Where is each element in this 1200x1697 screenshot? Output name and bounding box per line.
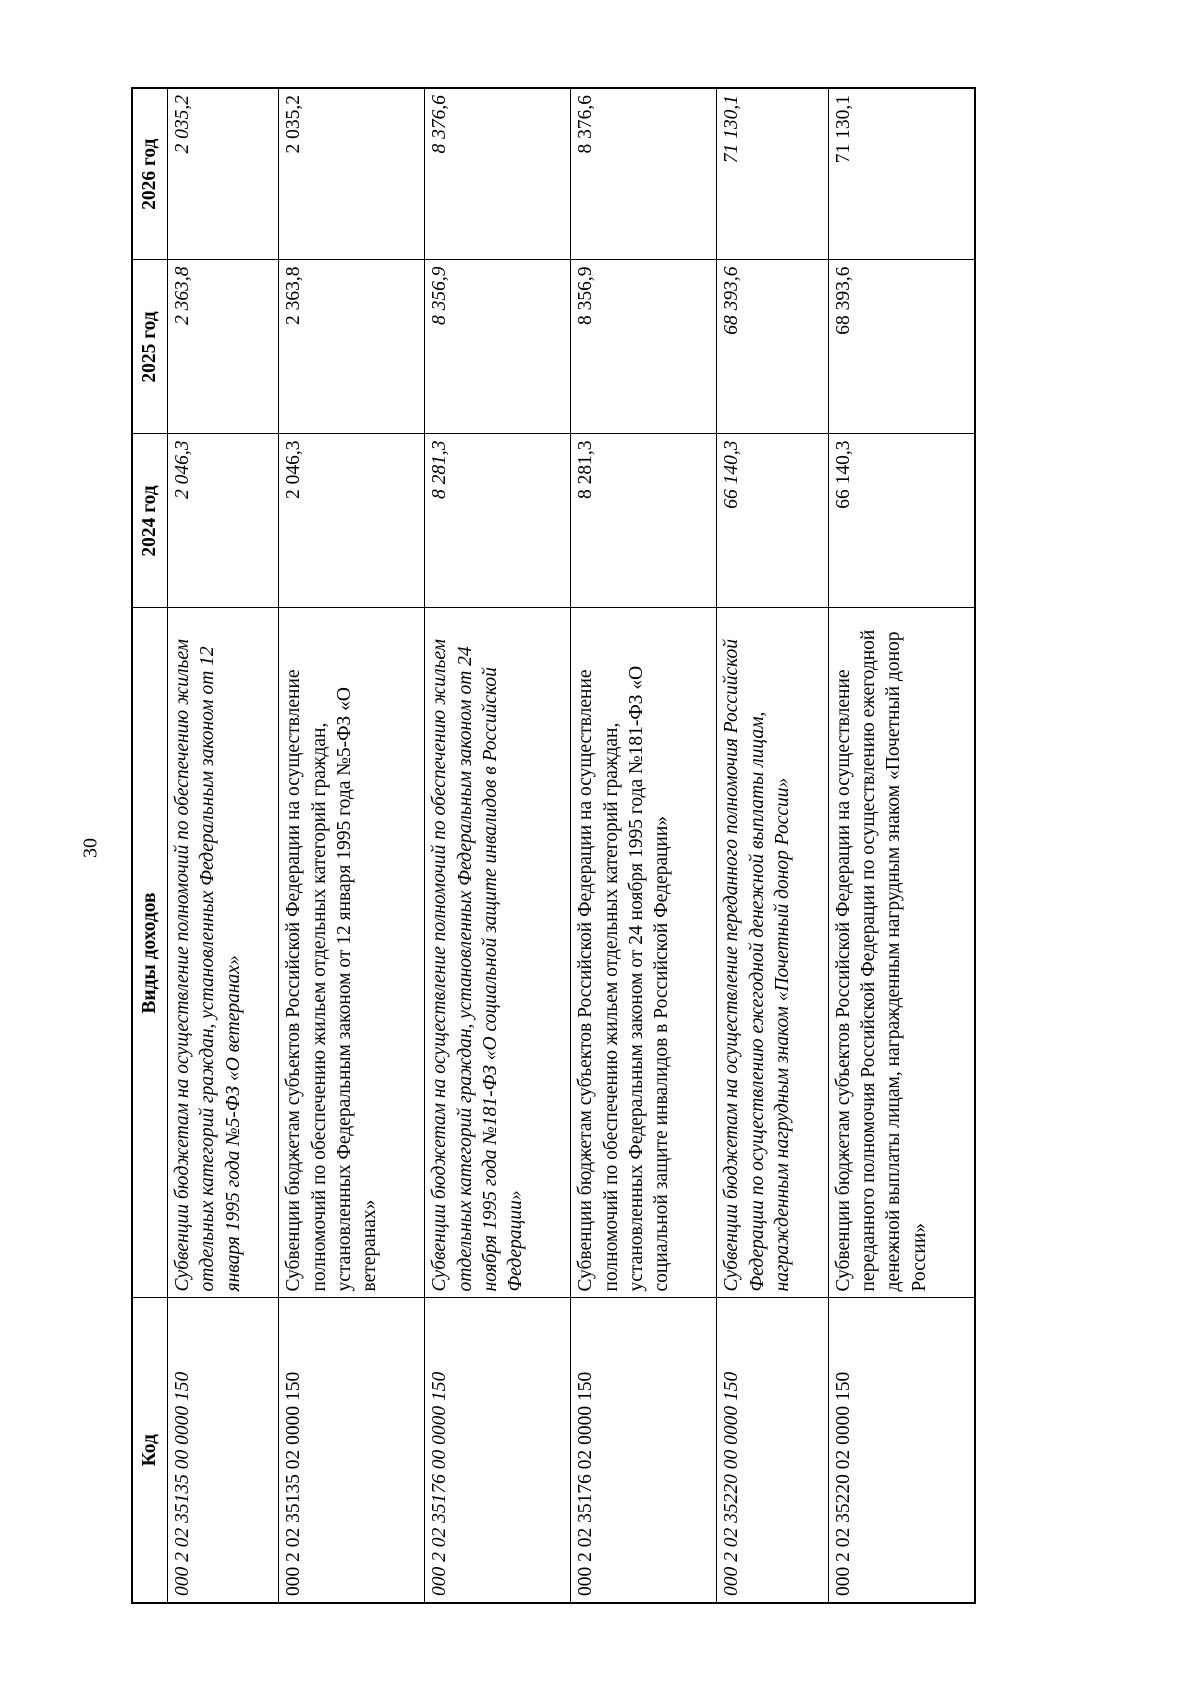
table-row — [571, 88, 717, 1603]
row-value-2025: 8 356,9 — [425, 260, 571, 434]
row-description: Субвенции бюджетам на осуществление полномочий по обеспечению жильем отдельных категорий граждан, установленных Федеральным законом от 24 ноября 1995 года №181-ФЗ «О социальной защите инвалидов в Российской Федерации» — [425, 608, 571, 1298]
row-code: 000 2 02 35176 02 0000 150 — [571, 1298, 717, 1603]
row-value-2024: 66 140,3 — [717, 434, 828, 608]
row-description: Субвенции бюджетам субъектов Российской Федерации на осуществление полномочий по обеспечению жильем отдельных категорий граждан, установленных Федеральным законом от 12 января 1995 года №5-ФЗ «О ветеранах» — [279, 608, 425, 1298]
row-value-2026: 71 130,1 — [717, 88, 828, 260]
row-value-2025: 2 363,8 — [168, 260, 279, 434]
row-value-2025: 68 393,6 — [717, 260, 828, 434]
row-code: 000 2 02 35176 00 0000 150 — [425, 1298, 571, 1603]
row-value-2024: 66 140,3 — [828, 434, 975, 608]
table-row — [168, 88, 279, 1603]
row-code: 000 2 02 35135 02 0000 150 — [279, 1298, 425, 1603]
row-value-2025: 8 356,9 — [571, 260, 717, 434]
table-row — [279, 88, 425, 1603]
table-row — [828, 88, 975, 1603]
header-2025: 2025 год — [132, 260, 168, 434]
row-value-2026: 2 035,2 — [279, 88, 425, 260]
row-value-2025: 68 393,6 — [828, 260, 975, 434]
row-value-2024: 2 046,3 — [168, 434, 279, 608]
page-number: 30 — [79, 838, 102, 858]
row-value-2024: 2 046,3 — [279, 434, 425, 608]
row-code: 000 2 02 35135 00 0000 150 — [168, 1298, 279, 1603]
row-value-2026: 71 130,1 — [828, 88, 975, 260]
table-row — [717, 88, 828, 1603]
row-description: Субвенции бюджетам субъектов Российской Федерации на осуществление переданного полномочия Российской Федерации по осуществлению ежегодной денежной выплаты лицам, награжденным нагрудным знаком «Почетный донор России» — [828, 608, 975, 1298]
header-code: Код — [132, 1298, 168, 1603]
row-description: Субвенции бюджетам субъектов Российской Федерации на осуществление полномочий по обеспечению жильем отдельных категорий граждан, установленных Федеральным законом от 24 ноября 1995 года №181-ФЗ «О социальной защите инвалидов в Российской Федерации» — [571, 608, 717, 1298]
row-value-2026: 2 035,2 — [168, 88, 279, 260]
row-value-2025: 2 363,8 — [279, 260, 425, 434]
row-value-2024: 8 281,3 — [425, 434, 571, 608]
row-code: 000 2 02 35220 02 0000 150 — [828, 1298, 975, 1603]
row-value-2024: 8 281,3 — [571, 434, 717, 608]
table-header-row — [132, 88, 168, 1603]
header-2026: 2026 год — [132, 88, 168, 260]
row-value-2026: 8 376,6 — [571, 88, 717, 260]
revenue-table — [131, 87, 976, 1604]
table-body — [168, 88, 976, 1603]
row-description: Субвенции бюджетам на осуществление полномочий по обеспечению жильем отдельных категорий граждан, установленных Федеральным законом от 12 января 1995 года №5-ФЗ «О ветеранах» — [168, 608, 279, 1298]
header-2024: 2024 год — [132, 434, 168, 608]
table-row — [425, 88, 571, 1603]
row-code: 000 2 02 35220 00 0000 150 — [717, 1298, 828, 1603]
row-description: Субвенции бюджетам на осуществление переданного полномочия Российской Федерации по осуществлению ежегодной денежной выплаты лицам, награжденным нагрудным знаком «Почетный донор России» — [717, 608, 828, 1298]
header-description: Виды доходов — [132, 608, 168, 1298]
row-value-2026: 8 376,6 — [425, 88, 571, 260]
rotated-table-container — [131, 89, 976, 1604]
